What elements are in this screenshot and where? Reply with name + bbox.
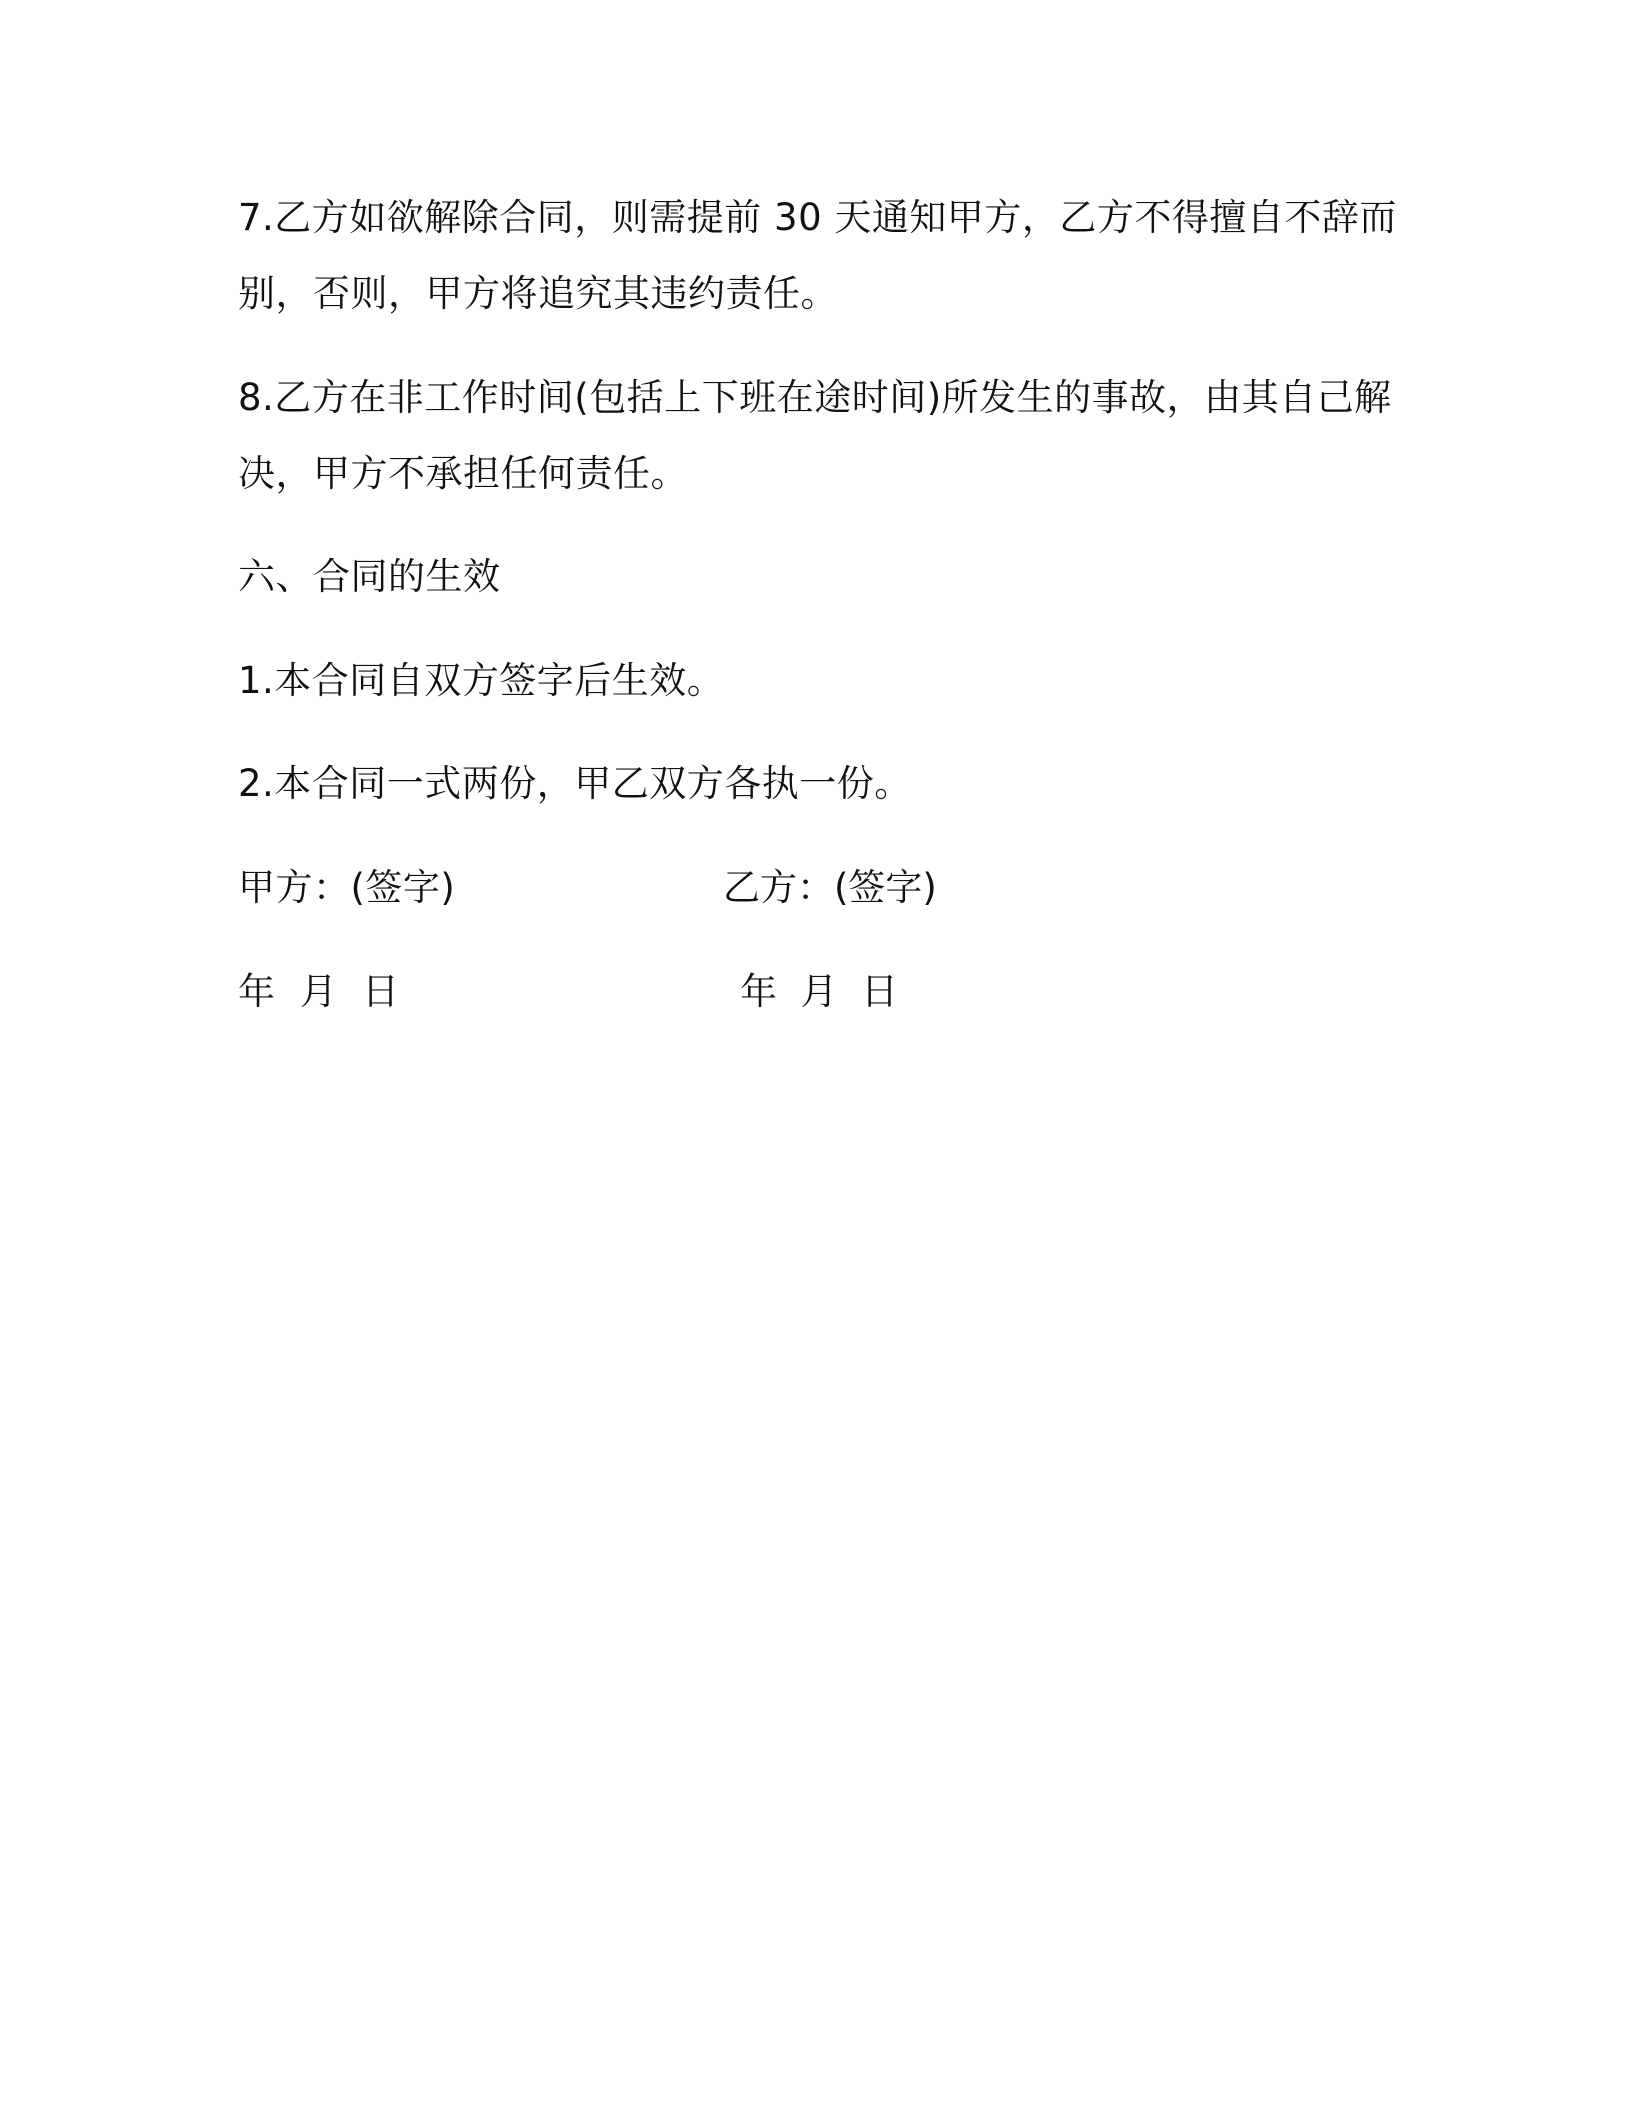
section-6-item-1: 1.本合同自双方签字后生效。: [238, 659, 725, 702]
clause-8-line-2: 决，甲方不承担任何责任。: [238, 452, 688, 495]
section-6-heading: 六、合同的生效: [238, 555, 501, 598]
clause-7-line-2: 别，否则，甲方将追究其违约责任。: [238, 272, 838, 315]
party-b-date: 年 月 日: [740, 970, 899, 1013]
clause-7-line-1: 7.乙方如欲解除合同，则需提前 30 天通知甲方，乙方不得擅自不辞而: [238, 196, 1397, 239]
section-6-item-2: 2.本合同一式两份，甲乙双方各执一份。: [238, 762, 912, 805]
party-a-signature-label: 甲方：(签字): [238, 866, 456, 909]
party-b-signature-label: 乙方：(签字): [723, 866, 937, 909]
party-a-date: 年 月 日: [238, 970, 400, 1013]
clause-8-line-1: 8.乙方在非工作时间(包括上下班在途时间)所发生的事故，由其自己解: [238, 376, 1392, 419]
